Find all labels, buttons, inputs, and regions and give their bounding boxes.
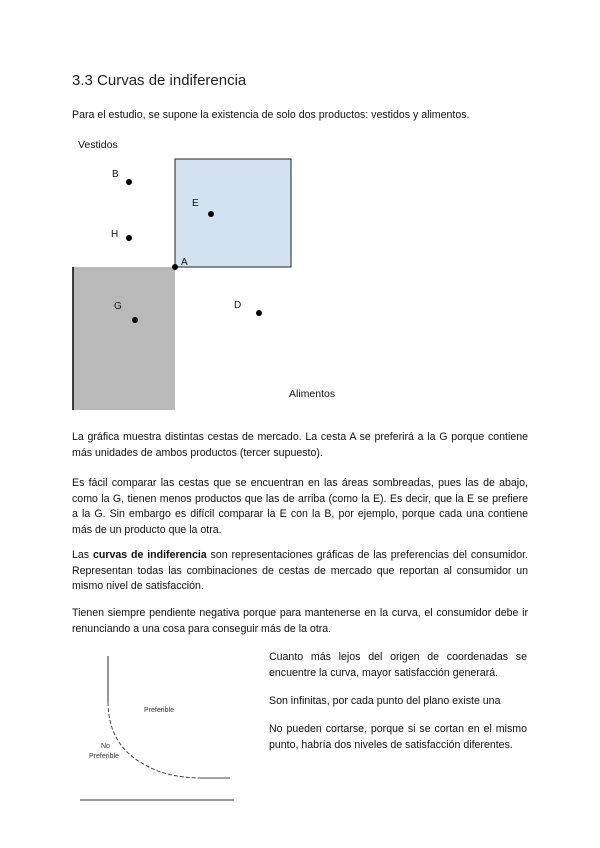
definition-text-before: Las [72, 549, 93, 561]
point-g-dot [132, 317, 138, 323]
property-distance: Cuanto más lejos del origen de coordenadas se encuentre la curva, mayor satisfacción generará. [269, 651, 527, 679]
indifference-curve-figure [74, 652, 240, 804]
preferible-label: Preferible [144, 707, 174, 714]
point-e-dot [208, 211, 214, 217]
no-preferible-label: Preferible [89, 753, 119, 760]
point-b-dot [126, 179, 132, 185]
market-baskets-figure [66, 134, 356, 416]
definition-text-after: son representaciones gráficas de las preferencias del consumidor. Representan todas las combinaciones de cestas de mercado que reportan al consumidor un mismo nivel de satisfacción. [72, 549, 528, 592]
upper-shaded-area [175, 159, 291, 267]
point-e-label: E [192, 198, 199, 209]
no-label: No [101, 743, 110, 750]
x-axis-label: Alimentos [289, 388, 336, 400]
point-g-label: G [114, 301, 122, 312]
point-d-label: D [234, 300, 242, 311]
comparison-paragraph: Es fácil comparar las cestas que se encuentran en las áreas sombreadas, pues las de abajo, como la G, tienen menos productos que las de arriba (como la E). Es decir, que la E se prefiere a la G. Sin embargo es difícil comparar la E con la B, por ejemplo, porque cada una contiene más de un producto que la otra. [72, 477, 528, 536]
lower-shaded-area [73, 267, 175, 410]
property-no-crossing: No pueden cortarse, porque si se cortan en el mismo punto, habría dos niveles de satisfacción diferentes. [269, 723, 527, 751]
intro-paragraph: Para el estudio, se supone la existencia de solo dos productos: vestidos y alimentos. [72, 109, 470, 121]
point-d-dot [256, 310, 262, 316]
slope-paragraph: Tienen siempre pendiente negativa porque para mantenerse en la curva, el consumidor debe ir renunciando a una cosa para conseguir más de la otra. [72, 607, 528, 635]
point-h-dot [126, 235, 132, 241]
point-a-label: A [181, 257, 188, 268]
section-title: 3.3 Curvas de indiferencia [72, 72, 247, 89]
definition-paragraph [72, 548, 528, 595]
point-a-dot [172, 264, 178, 270]
definition-term: curvas de indiferencia [92, 549, 207, 561]
chart-explanation-paragraph: La gráfica muestra distintas cestas de mercado. La cesta A se preferirá a la G porque contiene más unidades de ambos productos (tercer supuesto). [72, 431, 528, 459]
y-axis-label: Vestidos [78, 139, 118, 151]
point-h-label: H [111, 229, 119, 240]
property-infinite: Son infinitas, por cada punto del plano existe una [269, 695, 501, 707]
point-b-label: B [112, 169, 119, 180]
